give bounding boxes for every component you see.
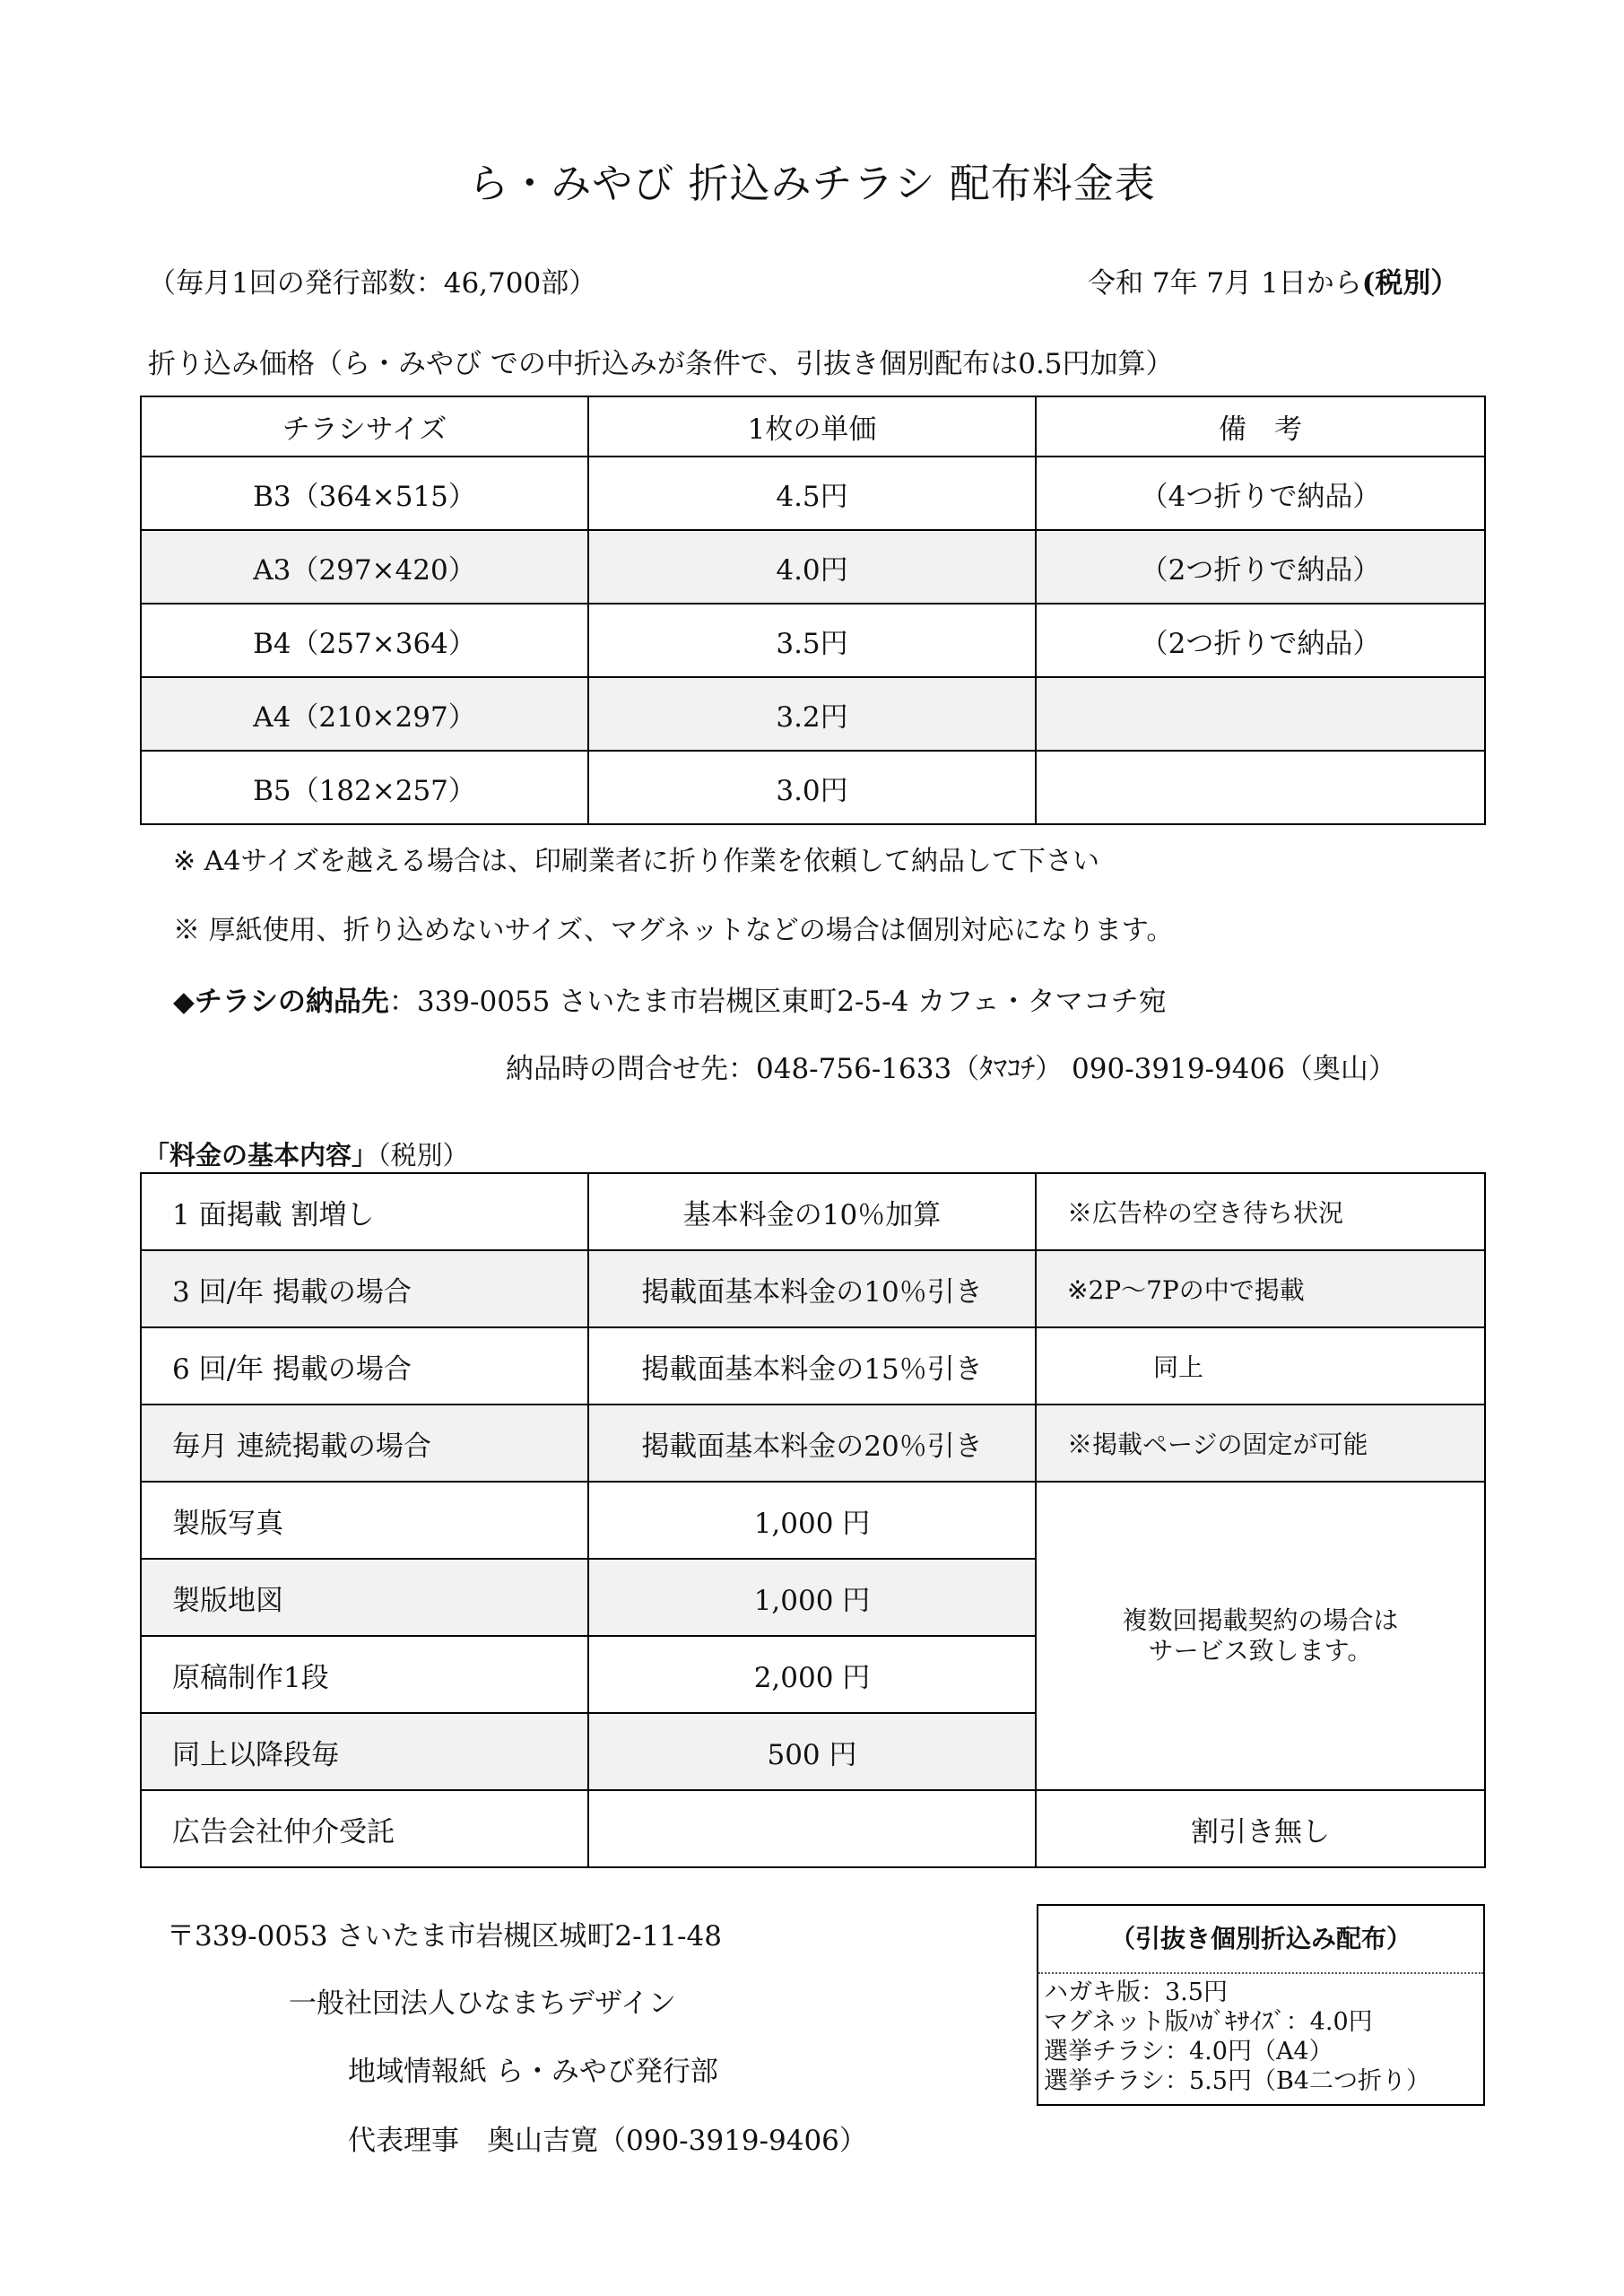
publisher-org: 一般社団法人ひなまちデザイン — [289, 1987, 676, 2020]
table-row — [141, 604, 1485, 677]
fee-value: 2,000 円 — [588, 1636, 1036, 1713]
table-row — [141, 530, 1485, 604]
circulation-text: （毎月1回の発行部数：46,700部） — [148, 267, 597, 300]
price-table-header — [141, 396, 1485, 457]
fee-item: 製版写真 — [141, 1482, 588, 1559]
size-cell: B3（364×515） — [141, 457, 588, 530]
header-size: チラシサイズ — [141, 396, 588, 457]
fee-value: 掲載面基本料金の15％引き — [588, 1327, 1036, 1405]
fee-value: 掲載面基本料金の10％引き — [588, 1250, 1036, 1327]
delivery-destination — [173, 978, 1167, 1019]
size-cell: B5（182×257） — [141, 751, 588, 824]
distribution-line: マグネット版ﾊｶﾞｷｻｲｽﾞ：4.0円 — [1044, 2008, 1373, 2036]
basic-fee-heading-tax: （税別） — [378, 1140, 469, 1170]
note-thick-paper: ※ 厚紙使用、折り込めないサイズ、マグネットなどの場合は個別対応になります。 — [173, 915, 1174, 946]
fee-note: ※広告枠の空き待ち状況 — [1036, 1173, 1485, 1250]
table-row — [141, 457, 1485, 530]
price-cell: 4.0円 — [588, 530, 1036, 604]
effective-date — [1088, 260, 1458, 300]
delivery-label: ◆チラシの納品先 — [173, 986, 389, 1018]
fee-item: 原稿制作1段 — [141, 1636, 588, 1713]
price-cell: 3.0円 — [588, 751, 1036, 824]
basic-fee-heading — [143, 1135, 469, 1172]
note-a4: ※ A4サイズを越える場合は、印刷業者に折り作業を依頼して納品して下さい — [173, 846, 1100, 877]
size-cell: A3（297×420） — [141, 530, 588, 604]
fee-item: 製版地図 — [141, 1559, 588, 1636]
effective-date-text: 令和 7年 7月 1日から — [1088, 267, 1362, 300]
fee-item: 3 回/年 掲載の場合 — [141, 1250, 588, 1327]
fee-item: 広告会社仲介受託 — [141, 1790, 588, 1867]
fee-value: 掲載面基本料金の20％引き — [588, 1405, 1036, 1482]
table-row — [141, 751, 1485, 824]
fee-item: 6 回/年 掲載の場合 — [141, 1327, 588, 1405]
fee-item: 1 面掲載 割増し — [141, 1173, 588, 1250]
note-cell — [1036, 751, 1485, 824]
table-row — [141, 1173, 1485, 1250]
page-title: ら・みやび 折込みチラシ 配布料金表 — [468, 160, 1156, 207]
individual-distribution-box — [1037, 1904, 1485, 2106]
header-note: 備 考 — [1036, 396, 1485, 457]
note-cell — [1036, 677, 1485, 751]
individual-distribution-title: （引抜き個別折込み配布） — [1038, 1906, 1483, 1974]
note-cell: （4つ折りで納品） — [1036, 457, 1485, 530]
distribution-line: 選挙チラシ：4.0円（A4） — [1044, 2038, 1333, 2066]
fee-note: ※掲載ページの固定が可能 — [1036, 1405, 1485, 1482]
fee-note: 同上 — [1036, 1327, 1485, 1405]
table-row — [141, 1250, 1485, 1327]
price-cell: 3.5円 — [588, 604, 1036, 677]
merged-note-line-2: サービス致します。 — [1148, 1636, 1373, 1665]
distribution-line: ハガキ版：3.5円 — [1044, 1979, 1228, 2006]
insert-condition: 折り込み価格（ら・みやび での中折込みが条件で、引抜き個別配布は0.5円加算） — [148, 348, 1174, 380]
basic-fee-heading-text: 「料金の基本内容」 — [143, 1140, 378, 1170]
fee-note: 割引き無し — [1036, 1790, 1485, 1867]
size-cell: B4（257×364） — [141, 604, 588, 677]
table-row — [141, 1790, 1485, 1867]
delivery-address: ：339-0055 さいたま市岩槻区東町2-5-4 カフェ・タマコチ宛 — [388, 986, 1167, 1018]
table-row — [141, 1327, 1485, 1405]
table-row — [141, 1405, 1485, 1482]
delivery-contact: 納品時の問合せ先：048-756-1633（ﾀﾏｺﾁ） 090-3919-9406（奥山） — [506, 1053, 1396, 1085]
basic-fee-table — [140, 1172, 1486, 1868]
fee-item: 同上以降段毎 — [141, 1713, 588, 1790]
distribution-line: 選挙チラシ：5.5円（B4二つ折り） — [1044, 2067, 1430, 2095]
fee-note: ※2P～7Pの中で掲載 — [1036, 1250, 1485, 1327]
price-table — [140, 396, 1486, 825]
price-cell: 4.5円 — [588, 457, 1036, 530]
effective-tax: (税別） — [1361, 267, 1459, 300]
table-row — [141, 1482, 1485, 1559]
merged-note-line-1: 複数回掲載契約の場合は — [1122, 1605, 1399, 1635]
fee-value: 1,000 円 — [588, 1482, 1036, 1559]
header-price: 1枚の単価 — [588, 396, 1036, 457]
fee-value: 基本料金の10％加算 — [588, 1173, 1036, 1250]
publisher-address: 〒339-0053 さいたま市岩槻区城町2-11-48 — [167, 1920, 722, 1952]
table-row — [141, 677, 1485, 751]
fee-value — [588, 1790, 1036, 1867]
fee-item: 毎月 連続掲載の場合 — [141, 1405, 588, 1482]
price-cell: 3.2円 — [588, 677, 1036, 751]
fee-value: 1,000 円 — [588, 1559, 1036, 1636]
note-cell: （2つ折りで納品） — [1036, 604, 1485, 677]
publisher-dept: 地域情報紙 ら・みやび発行部 — [348, 2056, 718, 2088]
note-cell: （2つ折りで納品） — [1036, 530, 1485, 604]
size-cell: A4（210×297） — [141, 677, 588, 751]
merged-service-note — [1036, 1482, 1485, 1790]
fee-value: 500 円 — [588, 1713, 1036, 1790]
publisher-representative: 代表理事 奥山吉寛（090-3919-9406） — [348, 2125, 867, 2157]
